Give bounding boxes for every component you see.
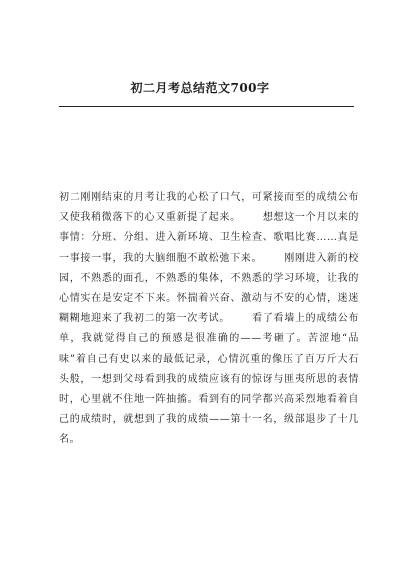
paragraph-1: 初二刚刚结束的月考让我的心松了口气，可紧接而至的成绩公布又使我稍微落下的心又重新提了起来。 — [59, 192, 359, 224]
title-divider — [59, 106, 354, 107]
paragraph-2: 想想这一个月以来的事情：分班、分组、进入新环境、卫生检查、歌唱比赛……真是一事接一事，我的大脑细胞不敢松弛下来。 — [59, 212, 359, 264]
paragraph-3: 刚刚进入新的校园，不熟悉的面孔，不熟悉的集体，不熟悉的学习环境，让我的心情实在是安定不下来。怀揣着兴奋、激动与不安的心情，迷迷糊糊地迎来了我初二的第一次考试。 — [59, 252, 359, 325]
paragraph-4: 看了看墙上的成绩公布单，我就觉得自己的预感是很准确的——考砸了。苦涩地“品味”着自己有史以来的最低记录，心情沉重的像压了百万斤大石头般，一想到父母看到我的成绩应该有的惊讶与匪夷所思的表情时，心里就不住地一阵抽搐。看到有的同学都兴高采烈地看着自己的成绩时，就想到了我的成绩——第十一名，级部退步了十几名。 — [59, 313, 359, 446]
document-body — [59, 188, 359, 451]
document-title: 初二月考总结范文700字 — [130, 81, 270, 95]
